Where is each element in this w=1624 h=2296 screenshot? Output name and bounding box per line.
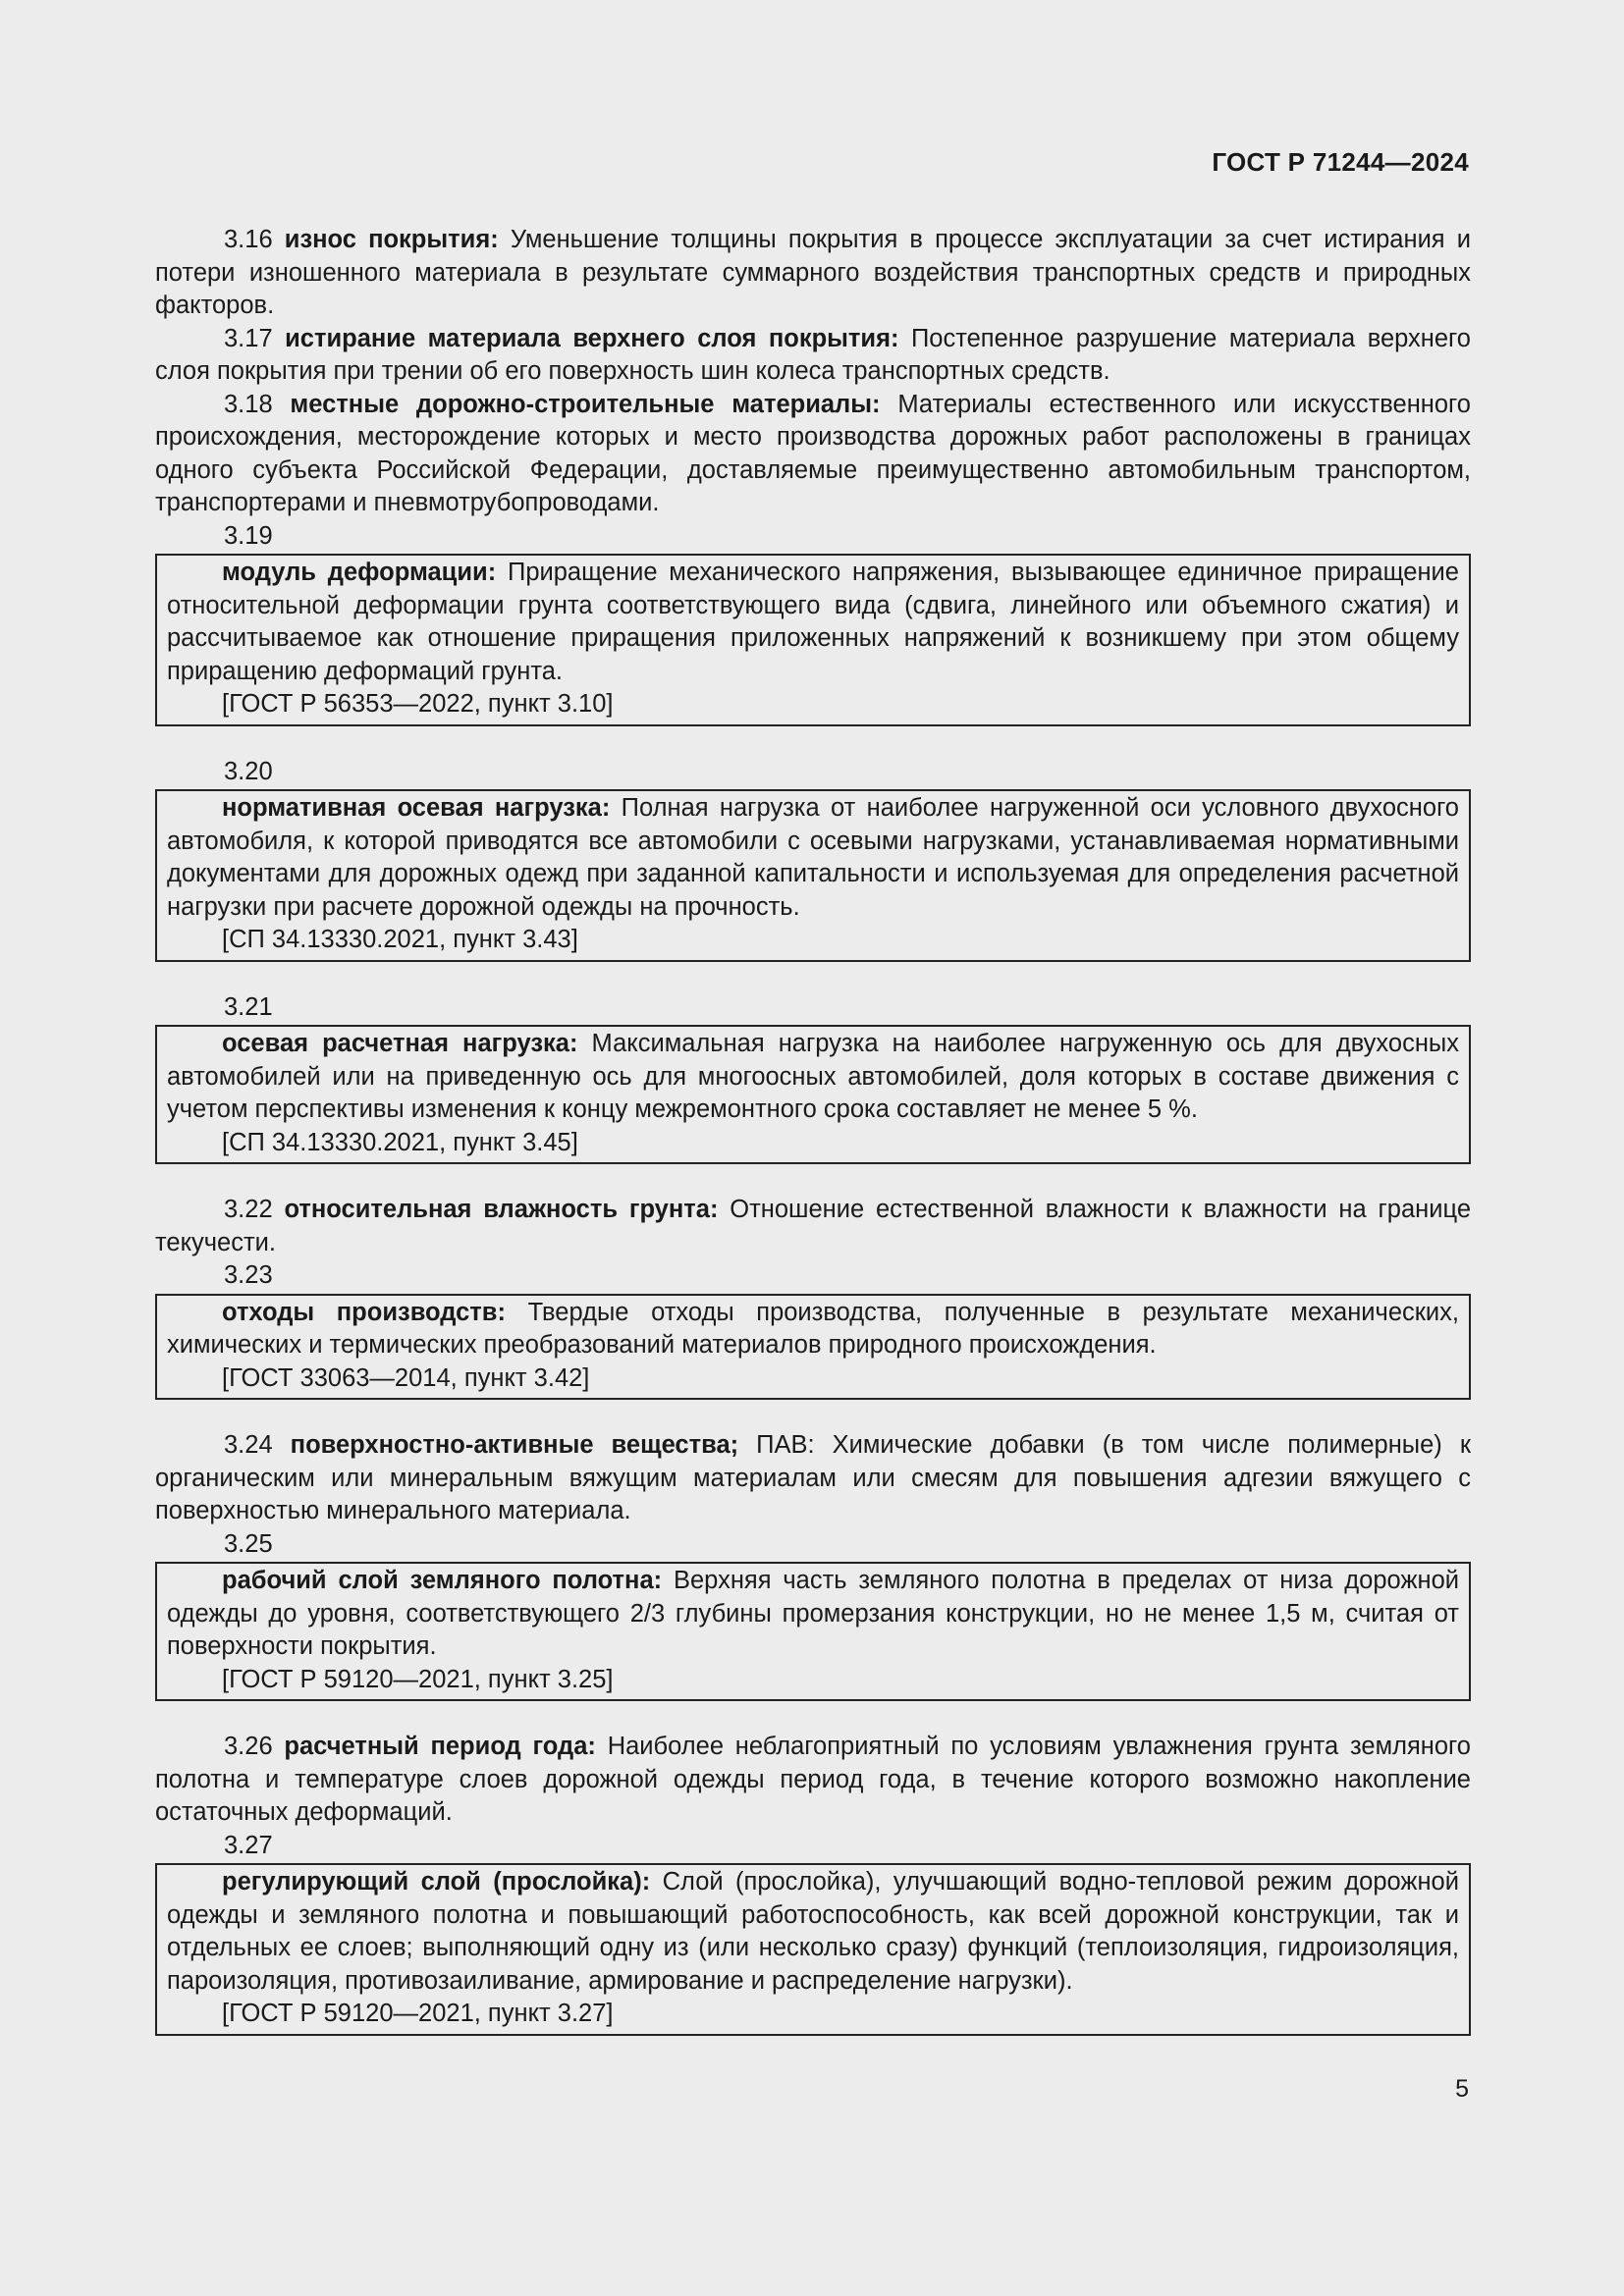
entry-number-3-20: 3.20	[224, 757, 273, 785]
entry-number-3-25: 3.25	[224, 1529, 273, 1558]
source-reference: [СП 34.13330.2021, пункт 3.43]	[222, 926, 578, 953]
entry-term: износ покрытия:	[284, 226, 499, 253]
document-id-header: ГОСТ Р 71244—2024	[1212, 147, 1469, 177]
entry-3-18	[155, 389, 1471, 520]
source-reference: [СП 34.13330.2021, пункт 3.45]	[222, 1128, 578, 1156]
entry-term: нормативная осевая нагрузка:	[222, 794, 611, 822]
entry-definition: Приращение механического напряжения, вызывающее единичное приращение относительной деформации грунта соответствующего вида (сдвига, линейного или объемного сжатия) и рассчитываемое как отношение приращения приложенных напряжений к возникшему при этом общему приращению деформаций грунта.	[167, 559, 1459, 685]
quoted-term-box-3-19	[155, 554, 1471, 726]
entry-term: местные дорожно-строительные материалы:	[290, 390, 881, 418]
quoted-term-box-3-27	[155, 1863, 1471, 2036]
entry-3-22	[155, 1194, 1471, 1259]
entry-3-24	[155, 1429, 1471, 1528]
entry-definition: Максимальная нагрузка на наиболее нагруженную ось для двухосных автомобилей или на приведенную ось для многоосных автомобилей, доля которых в составе движения с учетом перспективы изменения к концу межремонтного срока составляет не менее 5 %.	[167, 1030, 1459, 1123]
entry-term: поверхностно-активные вещества;	[290, 1431, 739, 1459]
quoted-term	[167, 1028, 1459, 1127]
entry-number-3-27: 3.27	[224, 1831, 273, 1859]
entry-term: относительная влажность грунта:	[284, 1196, 719, 1223]
entry-number-3-23: 3.23	[224, 1261, 273, 1289]
entry-term: отходы производств:	[222, 1298, 506, 1326]
quoted-term-box-3-25	[155, 1562, 1471, 1701]
entry-definition: Полная нагрузка от наиболее нагруженной оси условного двухосного автомобиля, к которой приводятся все автомобили с осевыми нагрузками, устанавливаемая нормативными документами для дорожных одежд при заданной капитальности и используемая для определения расчетной нагрузки при расчете дорожной одежды на прочность.	[167, 794, 1459, 921]
entry-term: осевая расчетная нагрузка:	[222, 1030, 578, 1057]
entry-definition: ПАВ: Химические добавки (в том числе полимерные) к органическим или минеральным вяжущим материалам или смесям для повышения адгезии вяжущего с поверхностью минерального материала.	[155, 1431, 1471, 1524]
quoted-term	[167, 1565, 1459, 1664]
entry-3-16	[155, 224, 1471, 323]
source-reference: [ГОСТ Р 59120—2021, пункт 3.27]	[222, 2000, 614, 2027]
entry-number: 3.22	[224, 1196, 273, 1223]
entry-3-17	[155, 323, 1471, 389]
entry-definition: Материалы естественного или искусственного происхождения, месторождение которых и место производства дорожных работ расположены в границах одного субъекта Российской Федерации, доставляемые преимущественно автомобильным транспортом, транспортерами и пневмотрубопроводами.	[155, 390, 1471, 516]
entry-definition: Твердые отходы производства, полученные в результате механических, химических и термических преобразований материалов природного происхождения.	[167, 1298, 1459, 1359]
entry-definition: Наиболее неблагоприятный по условиям увлажнения грунта земляного полотна и температуре слоев дорожной одежды период года, в течение которого возможно накопление остаточных деформаций.	[155, 1733, 1471, 1826]
quoted-term	[167, 1297, 1459, 1362]
quoted-term-box-3-21	[155, 1025, 1471, 1164]
entry-3-26	[155, 1731, 1471, 1830]
entry-term: регулирующий слой (прослойка):	[222, 1868, 651, 1896]
entry-definition: Отношение естественной влажности к влажности на границе текучести.	[155, 1196, 1471, 1256]
entry-number-3-21: 3.21	[224, 992, 273, 1021]
entry-definition: Постепенное разрушение материала верхнего слоя покрытия при трении об его поверхность шин колеса транспортных средств.	[155, 324, 1471, 385]
quoted-term	[167, 792, 1459, 924]
entry-number: 3.16	[224, 226, 273, 253]
entry-number: 3.17	[224, 324, 273, 352]
quoted-term-box-3-23	[155, 1294, 1471, 1401]
source-reference: [ГОСТ Р 56353—2022, пункт 3.10]	[222, 690, 614, 718]
terms-content	[155, 224, 1471, 2036]
entry-term: расчетный период года:	[284, 1733, 596, 1760]
quoted-term-box-3-20	[155, 789, 1471, 962]
page-number: 5	[1455, 2075, 1469, 2103]
entry-number: 3.26	[224, 1733, 273, 1760]
entry-definition: Уменьшение толщины покрытия в процессе эксплуатации за счет истирания и потери изношенного материала в результате суммарного воздействия транспортных средств и природных факторов.	[155, 226, 1471, 319]
entry-term: истирание материала верхнего слоя покрытия:	[285, 324, 899, 352]
entry-definition: Слой (прослойка), улучшающий водно-тепловой режим дорожной одежды и земляного полотна и повышающий работоспособность, как всей дорожной конструкции, так и отдельных ее слоев; выполняющий одну из (или несколько сразу) функций (теплоизоляция, гидроизоляция, пароизоляция, противозаиливание, армирование и распределение нагрузки).	[167, 1868, 1459, 1995]
source-reference: [ГОСТ Р 59120—2021, пункт 3.25]	[222, 1665, 614, 1693]
entry-definition: Верхняя часть земляного полотна в пределах от низа дорожной одежды до уровня, соответствующего 2/3 глубины промерзания конструкции, но не менее 1,5 м, считая от поверхности покрытия.	[167, 1567, 1460, 1660]
entry-number: 3.24	[224, 1431, 273, 1459]
quoted-term	[167, 557, 1459, 688]
entry-term: модуль деформации:	[222, 559, 497, 586]
entry-term: рабочий слой земляного полотна:	[222, 1567, 663, 1594]
source-reference: [ГОСТ 33063—2014, пункт 3.42]	[222, 1363, 590, 1392]
entry-number: 3.18	[224, 390, 273, 418]
entry-number-3-19: 3.19	[224, 521, 273, 550]
quoted-term	[167, 1866, 1459, 1998]
